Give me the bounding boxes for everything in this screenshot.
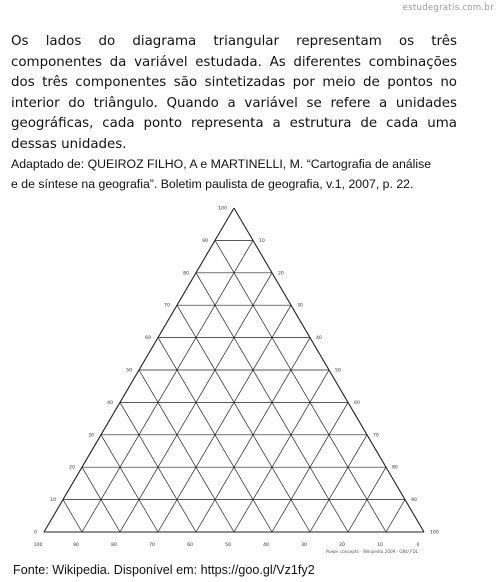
left-axis-tick-label: 40 (107, 400, 113, 406)
right-axis-tick-label: 70 (373, 433, 379, 439)
left-axis-tick-label: 100 (218, 206, 227, 212)
citation-line: e de síntese na geografia”. Boletim paulista de geografia, v.1, 2007, p. 22. (11, 177, 414, 192)
right-axis-tick-label: 10 (259, 238, 265, 244)
ternary-grid (44, 208, 424, 532)
left-axis-tick-label: 30 (88, 433, 94, 439)
left-axis-tick-label: 10 (50, 498, 56, 504)
left-axis-tick-label: 70 (164, 303, 170, 309)
grid-line-rising (139, 370, 234, 532)
ternary-tick-labels (34, 206, 439, 549)
intro-line: geográficas, cada ponto representa a estrutura de cada uma (11, 116, 457, 132)
left-axis-tick-label: 20 (69, 465, 75, 471)
grid-line-rising (215, 240, 386, 532)
left-axis-tick-label: 80 (183, 271, 189, 277)
left-axis-tick-label: 60 (145, 336, 151, 342)
bottom-axis-tick-label: 0 (416, 543, 420, 548)
grid-line-rising (177, 305, 310, 532)
bottom-axis-tick-label: 60 (187, 543, 193, 548)
right-axis-tick-label: 20 (278, 271, 284, 277)
left-axis-tick-label: 50 (126, 368, 132, 374)
grid-line-falling (82, 240, 253, 532)
right-axis-tick-label: 60 (354, 400, 360, 406)
intro-line: dos três componentes são sintetizadas por meio de pontos no (11, 75, 457, 91)
bottom-axis-tick-label: 70 (149, 543, 155, 548)
intro-line: Os lados do diagrama triangular representam os três (11, 34, 457, 49)
right-axis-tick-label: 100 (430, 530, 439, 536)
intro-line: componentes da variável estudada. As diferentes combinações (11, 54, 457, 70)
bottom-axis-tick-label: 30 (301, 543, 307, 548)
bottom-axis-tick-label: 80 (111, 543, 117, 548)
bottom-axis-tick-label: 10 (377, 543, 383, 548)
right-axis-tick-label: 30 (297, 303, 303, 309)
bottom-axis-tick-label: 50 (225, 543, 231, 548)
right-axis-tick-label: 80 (392, 465, 398, 471)
grid-line-rising (101, 435, 158, 532)
diagram-credit: Power concepts · Wikipedia 2009 · GNU FDL (326, 549, 419, 554)
bottom-axis-tick-label: 100 (33, 543, 43, 548)
grid-line-falling (158, 305, 291, 532)
left-axis-tick-label: 0 (34, 530, 37, 536)
source-line: Fonte: Wikipedia. Disponível em: https://goo.gl/Vz1fy2 (13, 563, 315, 577)
intro-line: dessas unidades. (11, 136, 127, 152)
site-watermark: estudegratis.com.br (402, 3, 494, 13)
bottom-axis-tick-label: 20 (339, 543, 345, 548)
bottom-axis-tick-label: 40 (263, 543, 269, 548)
citation-line: Adaptado de: QUEIROZ FILHO, A e MARTINELLI, M. “Cartografia de análise (11, 157, 432, 171)
right-axis-tick-label: 40 (316, 336, 322, 342)
left-axis-tick-label: 90 (202, 238, 208, 244)
grid-line-falling (310, 435, 367, 532)
bottom-axis-tick-label: 90 (73, 543, 79, 548)
grid-line-falling (234, 370, 329, 532)
intro-line: interior do triângulo. Quando a variável se refere a unidades (11, 95, 457, 111)
grid-line-rising (63, 500, 82, 532)
grid-line-falling (386, 500, 405, 532)
right-axis-tick-label: 90 (411, 498, 417, 504)
right-axis-tick-label: 50 (335, 368, 341, 374)
